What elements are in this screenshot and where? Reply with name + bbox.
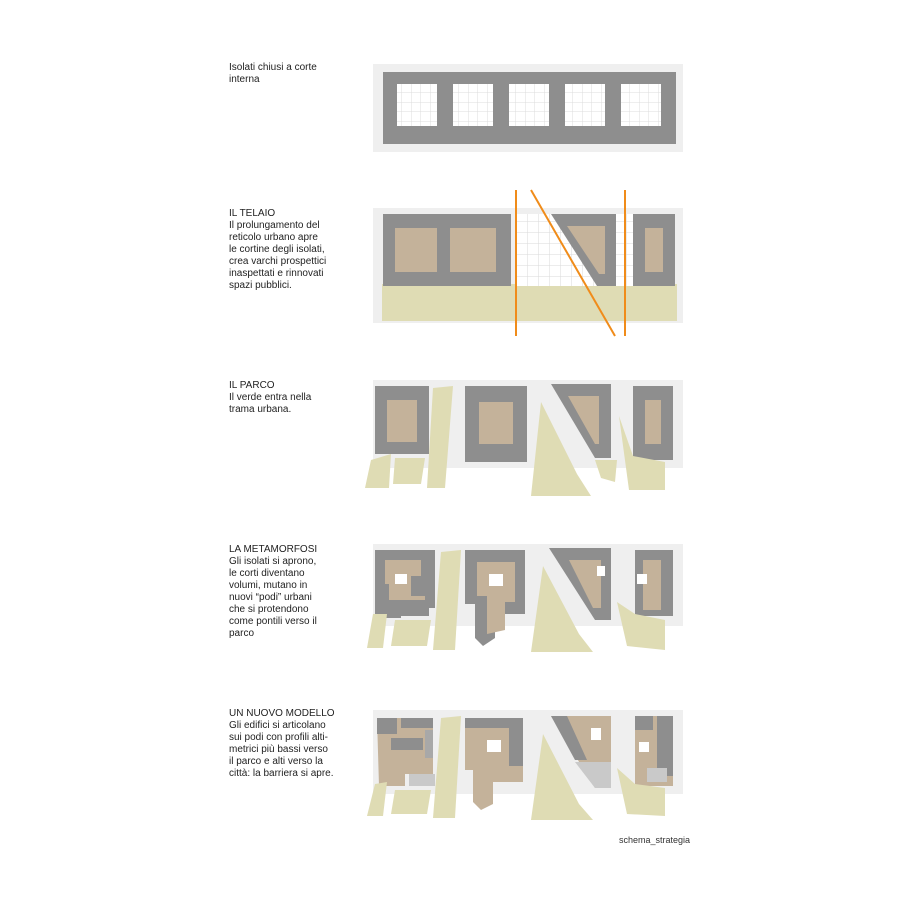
caption-telaio bbox=[229, 208, 359, 292]
figure-label: schema_strategia bbox=[619, 835, 691, 845]
caption-body: Isolati chiusi a corte interna bbox=[229, 62, 317, 85]
caption-nuovo-modello bbox=[229, 708, 359, 780]
low-building bbox=[409, 774, 435, 786]
park-fragment bbox=[367, 782, 387, 816]
park-fragment bbox=[595, 460, 617, 482]
park-fragment bbox=[391, 620, 431, 646]
park-fragment bbox=[365, 454, 391, 488]
caption-closed-blocks bbox=[229, 62, 359, 86]
caption-parco bbox=[229, 380, 359, 416]
tall-building bbox=[657, 716, 673, 776]
caption-body: Gli edifici si articolano sui podi con profili alti- metrici più bassi verso il parco e alti verso la città: la barriera si apre. bbox=[229, 720, 334, 779]
diagram-metamorfosi bbox=[365, 542, 685, 652]
diagram-closed-blocks bbox=[373, 64, 683, 152]
caption-heading: LA METAMORFOSI bbox=[229, 544, 318, 555]
park-strip bbox=[382, 284, 677, 321]
caption-body: Gli isolati si aprono, le corti diventano volumi, mutano in nuovi “podi” urbani che si protendono come pontili verso il parco bbox=[229, 556, 317, 639]
caption-metamorfosi bbox=[229, 544, 359, 640]
void bbox=[637, 574, 647, 584]
caption-heading: UN NUOVO MODELLO bbox=[229, 708, 335, 719]
void bbox=[395, 574, 407, 584]
tall-building bbox=[509, 728, 523, 766]
caption-heading: IL TELAIO bbox=[229, 208, 276, 219]
courtyard bbox=[645, 228, 663, 272]
caption-body: Il prolungamento del reticolo urbano apre le cortine degli isolati, crea varchi prospettici inaspettati e rinnovati spazi pubblici. bbox=[229, 220, 327, 291]
courtyard bbox=[645, 400, 661, 444]
park-fragment bbox=[367, 614, 387, 648]
void bbox=[591, 728, 601, 740]
courtyard bbox=[395, 228, 437, 272]
courtyards bbox=[397, 84, 661, 126]
diagram-nuovo-modello bbox=[365, 708, 685, 820]
mid-building bbox=[425, 730, 433, 758]
tall-building bbox=[391, 738, 423, 750]
void bbox=[489, 574, 503, 586]
void bbox=[487, 740, 501, 752]
courtyard bbox=[479, 402, 513, 444]
tall-building bbox=[465, 718, 523, 728]
low-building bbox=[647, 768, 667, 782]
caption-body: Il verde entra nella trama urbana. bbox=[229, 392, 312, 415]
diagram-parco bbox=[365, 378, 685, 496]
tall-building bbox=[377, 718, 397, 734]
diagram-telaio bbox=[373, 188, 685, 338]
block bbox=[389, 602, 429, 616]
tall-building bbox=[401, 718, 433, 728]
caption-heading: IL PARCO bbox=[229, 380, 275, 391]
courtyard bbox=[450, 228, 496, 272]
podium bbox=[643, 560, 661, 610]
park-fragment bbox=[391, 790, 431, 814]
void bbox=[639, 742, 649, 752]
tall-building bbox=[635, 716, 653, 730]
courtyard bbox=[387, 400, 417, 442]
park-fragment bbox=[393, 458, 425, 484]
void bbox=[597, 566, 605, 576]
